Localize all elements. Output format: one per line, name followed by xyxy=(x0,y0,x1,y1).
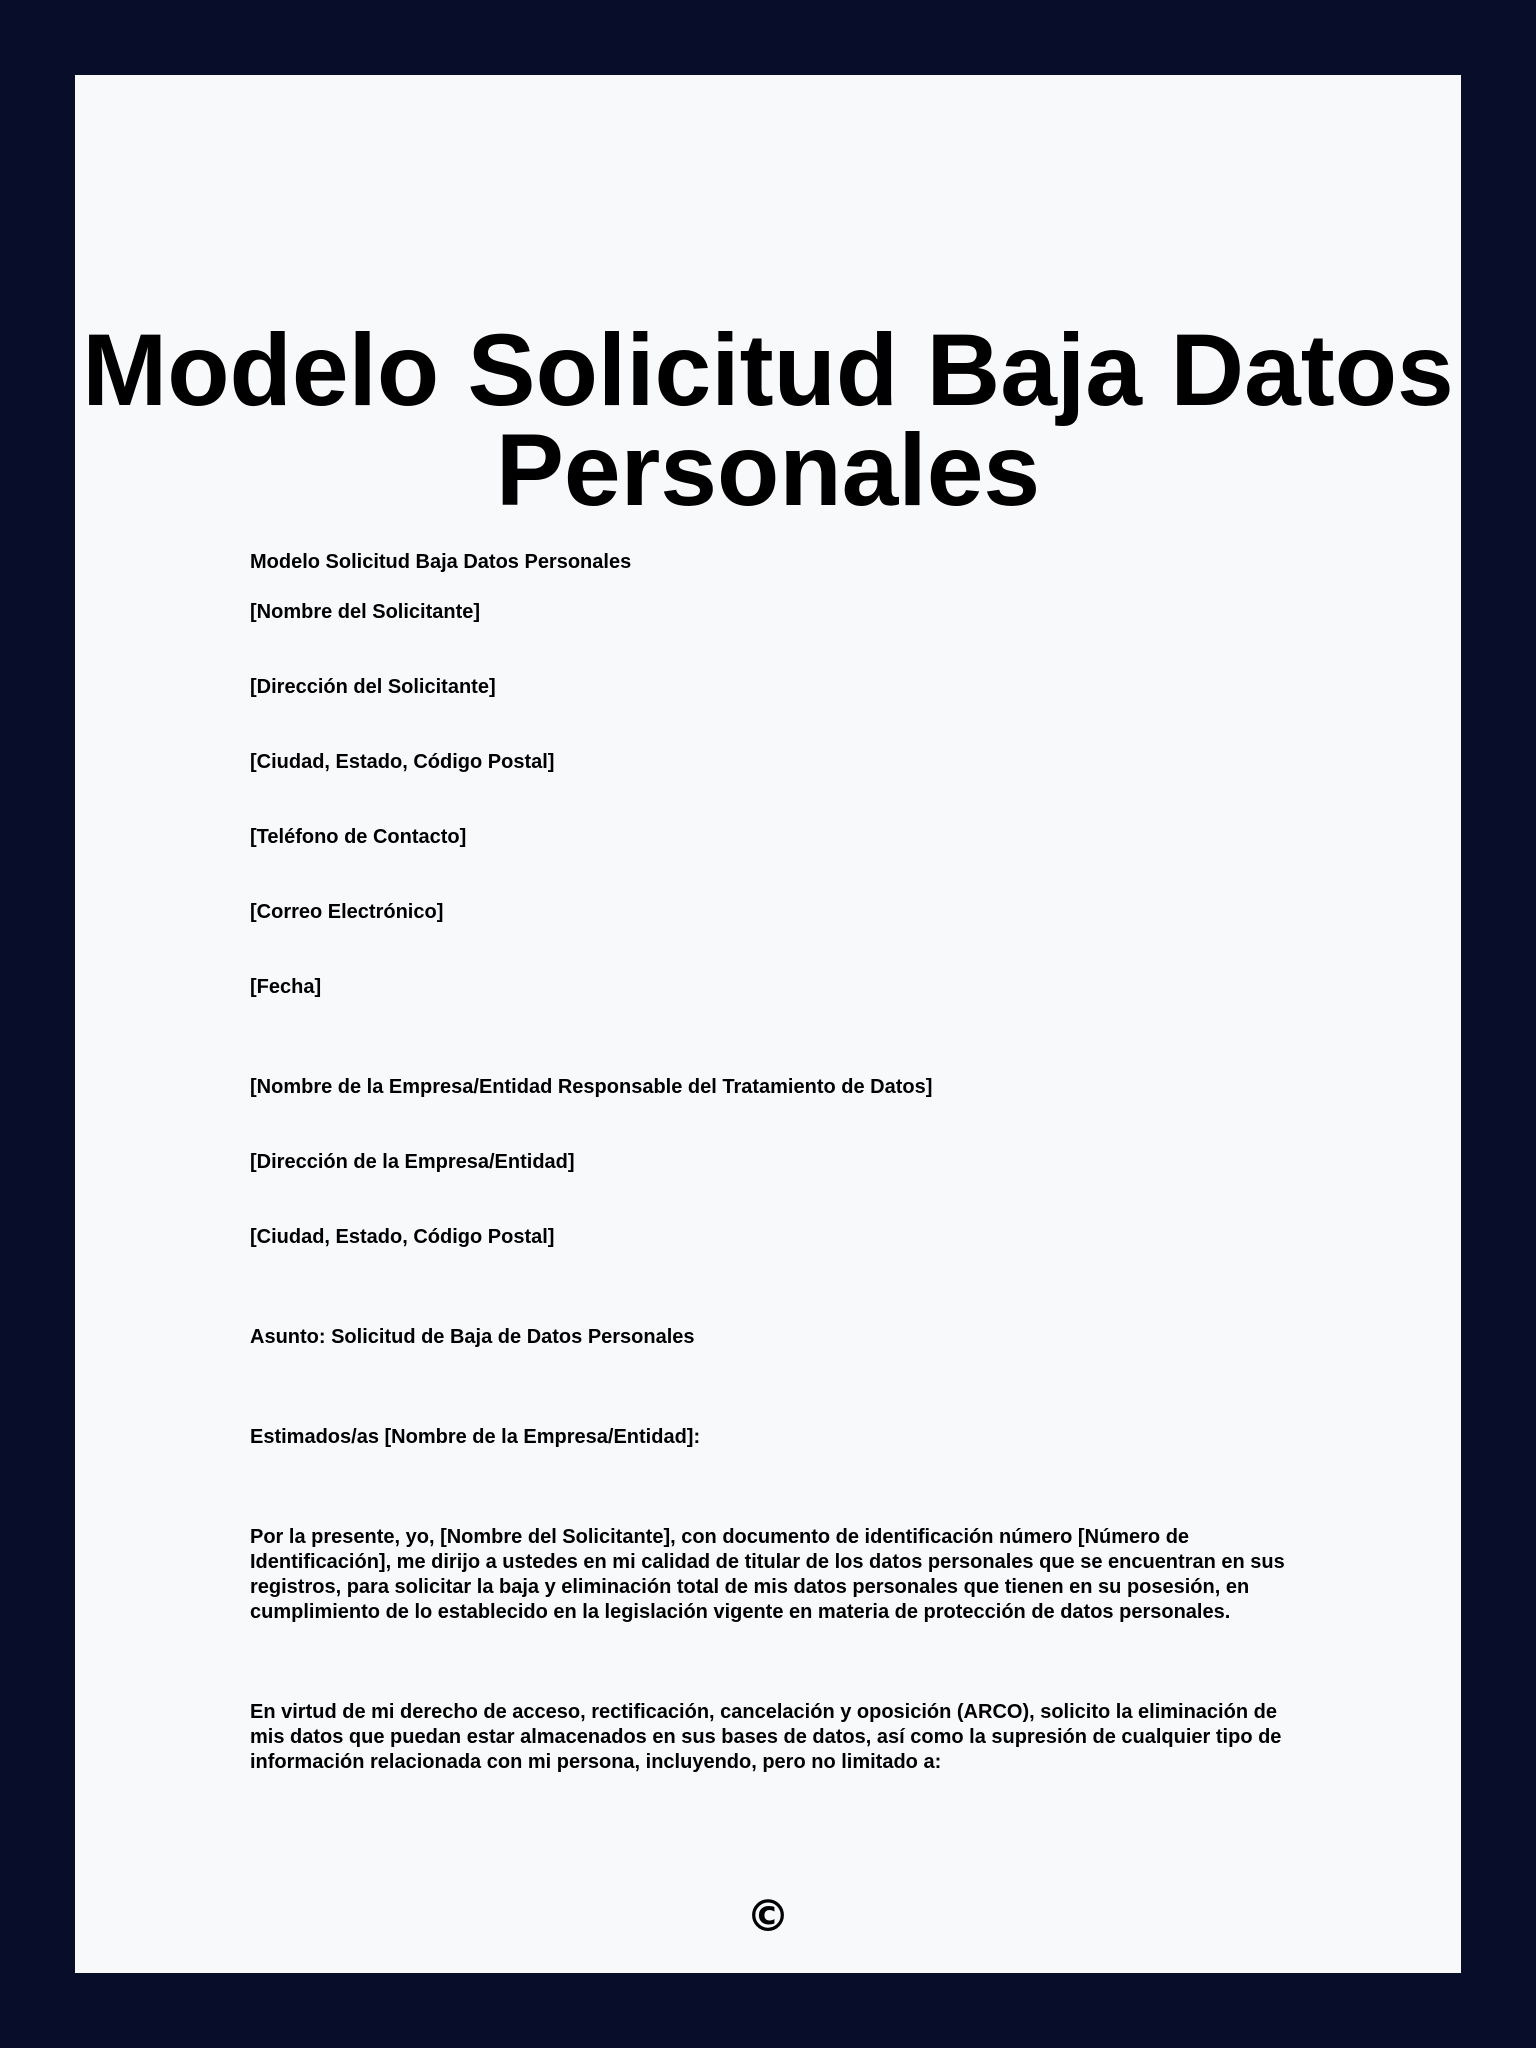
document-title: Modelo Solicitud Baja Datos Personales xyxy=(82,313,1454,527)
sender-city: [Ciudad, Estado, Código Postal] xyxy=(250,751,555,773)
recipient-city: [Ciudad, Estado, Código Postal] xyxy=(250,1226,555,1248)
copyright-icon: © xyxy=(746,1891,790,1942)
body-paragraph-2: En virtud de mi derecho de acceso, rectificación, cancelación y oposición (ARCO), solicito la eliminación de mis datos que puedan estar almacenados en sus bases de datos, así como la supresión de cualquier tipo de información relacionada con mi persona, incluyendo, pero no limitado a: xyxy=(250,1701,1282,1773)
sender-name: [Nombre del Solicitante] xyxy=(250,601,481,623)
letter-subject: Asunto: Solicitud de Baja de Datos Personales xyxy=(250,1326,695,1348)
sender-address: [Dirección del Solicitante] xyxy=(250,676,496,698)
body-paragraph-1: Por la presente, yo, [Nombre del Solicitante], con documento de identificación número [Número de Identificación], me dirijo a ustedes en mi calidad de titular de los datos personales que se encuentran en sus registros, para solicitar la baja y eliminación total de mis datos personales que tienen en su posesión, en cumplimiento de lo establecido en la legislación vigente en materia de protección de datos personales. xyxy=(250,1526,1285,1623)
recipient-address: [Dirección de la Empresa/Entidad] xyxy=(250,1151,575,1173)
letter-greeting: Estimados/as [Nombre de la Empresa/Entidad]: xyxy=(250,1426,701,1448)
document-subtitle: Modelo Solicitud Baja Datos Personales xyxy=(250,551,632,573)
sender-phone: [Teléfono de Contacto] xyxy=(250,826,467,848)
document-page xyxy=(75,75,1461,1973)
sender-email: [Correo Electrónico] xyxy=(250,901,444,923)
recipient-name: [Nombre de la Empresa/Entidad Responsable del Tratamiento de Datos] xyxy=(250,1076,933,1098)
letter-date: [Fecha] xyxy=(250,976,322,998)
